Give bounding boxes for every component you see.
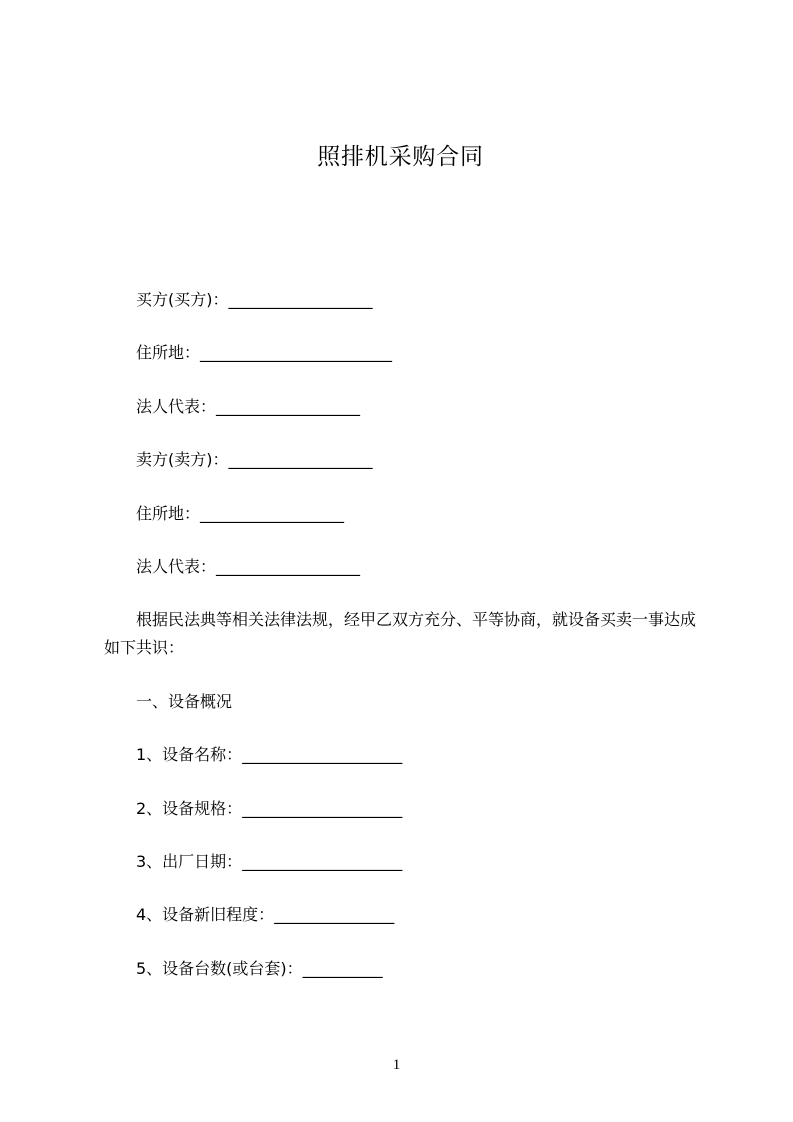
- fill-in-blank: ____________________: [242, 851, 403, 871]
- field-label: 买方(买方)：: [136, 290, 229, 309]
- section-heading: 一、设备概况: [136, 691, 233, 711]
- equipment-condition-line: [104, 901, 704, 929]
- page-number: 1: [392, 1057, 401, 1073]
- document-title: 照排机采购合同: [317, 144, 484, 170]
- buyer-legal-representative-line: [104, 393, 704, 421]
- field-label: 卖方(卖方)：: [136, 450, 229, 470]
- seller-name-line: [104, 446, 704, 474]
- manufacture-date-line: [104, 848, 704, 876]
- fill-in-blank: __________________: [216, 556, 361, 576]
- field-label: 5、设备台数(或台套)：: [136, 958, 303, 978]
- fill-in-blank: __________________: [228, 450, 373, 470]
- fill-in-blank: ____________________: [242, 745, 403, 765]
- field-label: 2、设备规格：: [136, 798, 243, 818]
- fill-in-blank: ________________________: [200, 343, 393, 363]
- preamble-paragraph: 根据民法典等相关法律法规，经甲乙双方充分、平等协商，就设备买卖一事达成如下共识：: [104, 610, 697, 658]
- equipment-quantity-line: [104, 955, 704, 983]
- fill-in-blank: __________________: [216, 396, 361, 416]
- field-label: 法人代表：: [136, 396, 217, 416]
- field-label: 4、设备新旧程度：: [136, 905, 275, 925]
- equipment-spec-line: [104, 795, 704, 823]
- seller-legal-representative-line: [104, 553, 704, 581]
- fill-in-blank: __________: [302, 958, 383, 978]
- seller-address-line: [104, 500, 704, 528]
- buyer-name-line: [104, 286, 704, 314]
- document-body: [104, 286, 704, 1008]
- fill-in-blank: __________________: [228, 290, 373, 309]
- field-label: 法人代表：: [136, 556, 217, 576]
- field-label: 1、设备名称：: [136, 745, 243, 765]
- field-label: 住所地：: [136, 503, 201, 523]
- field-label: 3、出厂日期：: [136, 851, 243, 871]
- field-label: 住所地：: [136, 343, 201, 363]
- fill-in-blank: _______________: [274, 905, 395, 925]
- buyer-address-line: [104, 339, 704, 367]
- fill-in-blank: __________________: [200, 503, 345, 523]
- equipment-name-line: [104, 741, 704, 769]
- fill-in-blank: ____________________: [242, 798, 403, 818]
